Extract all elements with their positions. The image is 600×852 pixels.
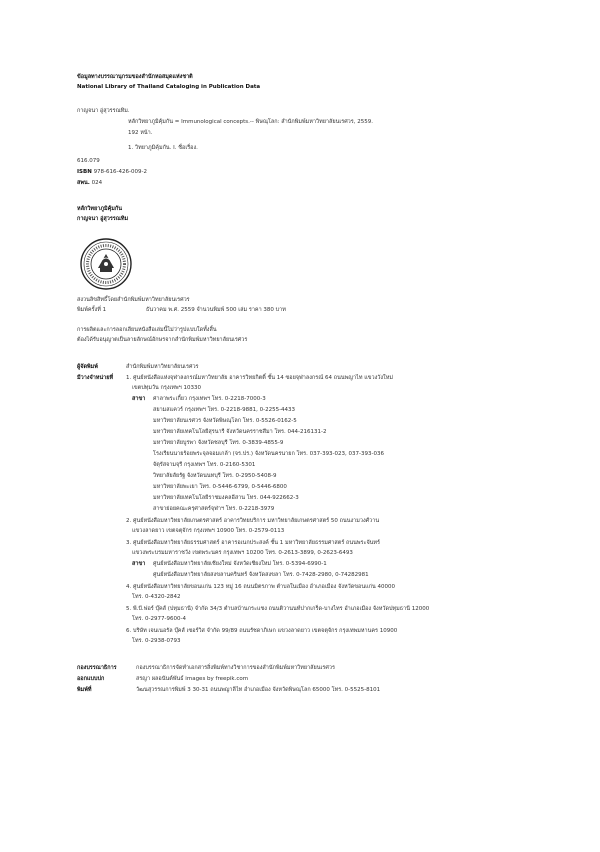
editor-value: กองบรรณาธิการจัดทำเอกสารสิ่งพิมพ์ทางวิชาการของสำนักพิมพ์มหาวิทยาลัยนเรศวร <box>136 665 335 671</box>
branch-item: สยามสแควร์ กรุงเทพฯ โทร. 0-2218-9881, 0-2255-4433 <box>153 407 296 413</box>
cip-title-line: หลักวิทยาภูมิคุ้มกัน = Immunological concepts.-- พิษณุโลก: สำนักพิมพ์มหาวิทยาลัยนเรศวร, 2559. <box>128 119 373 125</box>
call-label: สพน. <box>77 180 90 186</box>
cip-class: 616.079 <box>77 158 100 164</box>
cip-isbn <box>77 169 147 176</box>
isbn-label: ISBN <box>77 169 92 175</box>
dist-item-4-line-1: 4. ศูนย์หนังสือมหาวิทยาลัยขอนแก่น 123 หมู่ 16 ถนนมิตรภาพ ตำบลในเมือง อำเภอเมือง จังหวัดขอนแก่น 40000 <box>126 584 395 590</box>
notice-line-2: ต้องได้รับอนุญาตเป็นลายลักษณ์อักษรจากสำนักพิมพ์มหาวิทยาลัยนเรศวร <box>77 337 248 343</box>
branch-item: มหาวิทยาลัยบูรพา จังหวัดชลบุรี โทร. 0-3839-4855-9 <box>153 440 284 446</box>
cip-pages: 192 หน้า. <box>128 130 153 136</box>
editor-label: กองบรรณาธิการ <box>77 665 117 671</box>
publisher-label: ผู้จัดพิมพ์ <box>77 364 98 370</box>
edition-detail: ธันวาคม พ.ศ. 2559 จำนวนพิมพ์ 500 เล่ม ราคา 380 บาท <box>146 307 286 313</box>
dist-item-3-line-1: 3. ศูนย์หนังสือมหาวิทยาลัยธรรมศาสตร์ อาคารอเนกประสงค์ ชั้น 1 มหาวิทยาลัยธรรมศาสตร์ ถนนพระจันทร์ <box>126 540 381 546</box>
dist-item-2-line-2: แขวงลาดยาว เขตจตุจักร กรุงเทพฯ 10900 โทร. 0-2579-0113 <box>132 528 285 534</box>
cip-call <box>77 180 102 187</box>
branch-item: ศูนย์หนังสือมหาวิทยาลัยสงขลานครินทร์ จังหวัดสงขลา โทร. 0-7428-2980, 0-74282981 <box>153 572 369 578</box>
branch-item: ศาลาพระเกี้ยว กรุงเทพฯ โทร. 0-2218-7000-3 <box>153 396 266 402</box>
dist-item-2-line-1: 2. ศูนย์หนังสือมหาวิทยาลัยเกษตรศาสตร์ อาคารวิทยบริการ มหาวิทยาลัยเกษตรศาสตร์ 50 ถนนงามวงศ์วาน <box>126 518 380 524</box>
cover-value: สรญา ผลอนันต์พันธ์ images by freepik.com <box>136 676 249 682</box>
notice-line-1: การผลิตและการลอกเลียนหนังสือเล่มนี้ไม่ว่ารูปแบบใดทั้งสิ้น <box>77 327 217 333</box>
book-author: กาญจนา อู่สุวรรณทิม <box>77 216 129 222</box>
edition-label: พิมพ์ครั้งที่ 1 <box>77 307 107 313</box>
dist-item-3-line-2: แขวงพระบรมมหาราชวัง เขตพระนคร กรุงเทพฯ 10200 โทร. 0-2613-3899, 0-2623-6493 <box>132 550 353 556</box>
branch-item: มหาวิทยาลัยเทคโนโลยีราชมงคลอีสาน โทร. 044-922662-3 <box>153 495 299 501</box>
cover-label: ออกแบบปก <box>77 676 105 682</box>
dist-item-1-line-2: เขตปทุมวัน กรุงเทพฯ 10330 <box>132 385 201 391</box>
call-value: 024 <box>91 180 103 186</box>
cip-subjects: 1. วิทยาภูมิคุ้มกัน. I. ชื่อเรื่อง. <box>128 145 198 151</box>
publisher-value: สำนักพิมพ์มหาวิทยาลัยนเรศวร <box>126 364 199 370</box>
university-seal-icon <box>80 238 132 290</box>
branch-label: สาขา <box>132 396 146 402</box>
dist-item-1-line-1: 1. ศูนย์หนังสือแห่งจุฬาลงกรณ์มหาวิทยาลัย อาคารวิทยกิตติ์ ชั้น 14 ซอยจุฬาลงกรณ์ 64 ถนนพญาไท แขวงวังใหม่ <box>126 375 393 381</box>
branch-item: มหาวิทยาลัยนเรศวร จังหวัดพิษณุโลก โทร. 0-5526-0162-5 <box>153 418 297 424</box>
dist-item-4-line-2: โทร. 0-4320-2842 <box>132 594 181 600</box>
dist-item-5-line-1: 5. พี.บี.ฟอร์ บุ๊คส์ (ปทุมธานี) จำกัด 34/3 ตำบลบ้านกระแชง ถนนติวานนท์ปากเกร็ด-บางไทร อำเภอเมือง จังหวัดปทุมธานี 12000 <box>126 606 430 612</box>
cip-author: กาญจนา อู่สุวรรณทิม. <box>77 108 130 114</box>
print-value: วัฒนสุวรรณการพิมพ์ 3 30-31 ถนนพญาลิไท อำเภอเมือง จังหวัดพิษณุโลก 65000 โทร. 0-5525-8101 <box>136 687 381 693</box>
isbn-value: 978-616-426-009-2 <box>93 169 147 175</box>
book-title: หลักวิทยาภูมิคุ้มกัน <box>77 206 122 212</box>
branch-label: สาขา <box>132 561 146 567</box>
branch-item: มหาวิทยาลัยเทคโนโลยีสุรนารี จังหวัดนครราชสีมา โทร. 044-216131-2 <box>153 429 327 435</box>
branch-item: มหาวิทยาลัยพะเยา โทร. 0-5446-6799, 0-5446-6800 <box>153 484 287 490</box>
cip-title-en: National Library of Thailand Cataloging in Publication Data <box>77 84 261 90</box>
branch-item: โรงเรียนนายร้อยพระจุลจอมเกล้า (จร.ปร.) จังหวัดนครนายก โทร. 037-393-023, 037-393-036 <box>153 451 385 457</box>
dist-item-6-line-2: โทร. 0-2938-0793 <box>132 638 181 644</box>
copyright-line: สงวนลิขสิทธิ์โดยสำนักพิมพ์มหาวิทยาลัยนเรศวร <box>77 297 190 303</box>
dist-item-6-line-1: 6. บริษัท เจนเนอรัล บุ๊คส์ เซอร์วิส จำกัด 99/89 ถนนรัชดาภิเษก แขวงลาดยาว เขตจตุจักร กรุงเทพมหานคร 10900 <box>126 628 398 634</box>
branch-item: ศูนย์หนังสือมหาวิทยาลัยเชียงใหม่ จังหวัดเชียงใหม่ โทร. 0-5394-6990-1 <box>153 561 327 567</box>
distribution-label: มีวางจำหน่ายที่ <box>77 375 114 381</box>
branch-item: วิทยาลัยลัยรัฐ จังหวัดนนทบุรี โทร. 0-2950-5408-9 <box>153 473 277 479</box>
branch-item: สาขาย่อยคณะครุศาสตร์จุฬาฯ โทร. 0-2218-3979 <box>153 506 275 512</box>
cip-title-th: ข้อมูลทางบรรณานุกรมของสำนักหอสมุดแห่งชาติ <box>77 74 193 80</box>
print-label: พิมพ์ที่ <box>77 687 92 693</box>
branch-item: จัตุรัสจามจุรี กรุงเทพฯ โทร. 0-2160-5301 <box>153 462 256 468</box>
dist-item-5-line-2: โทร. 0-2977-9600-4 <box>132 616 186 622</box>
